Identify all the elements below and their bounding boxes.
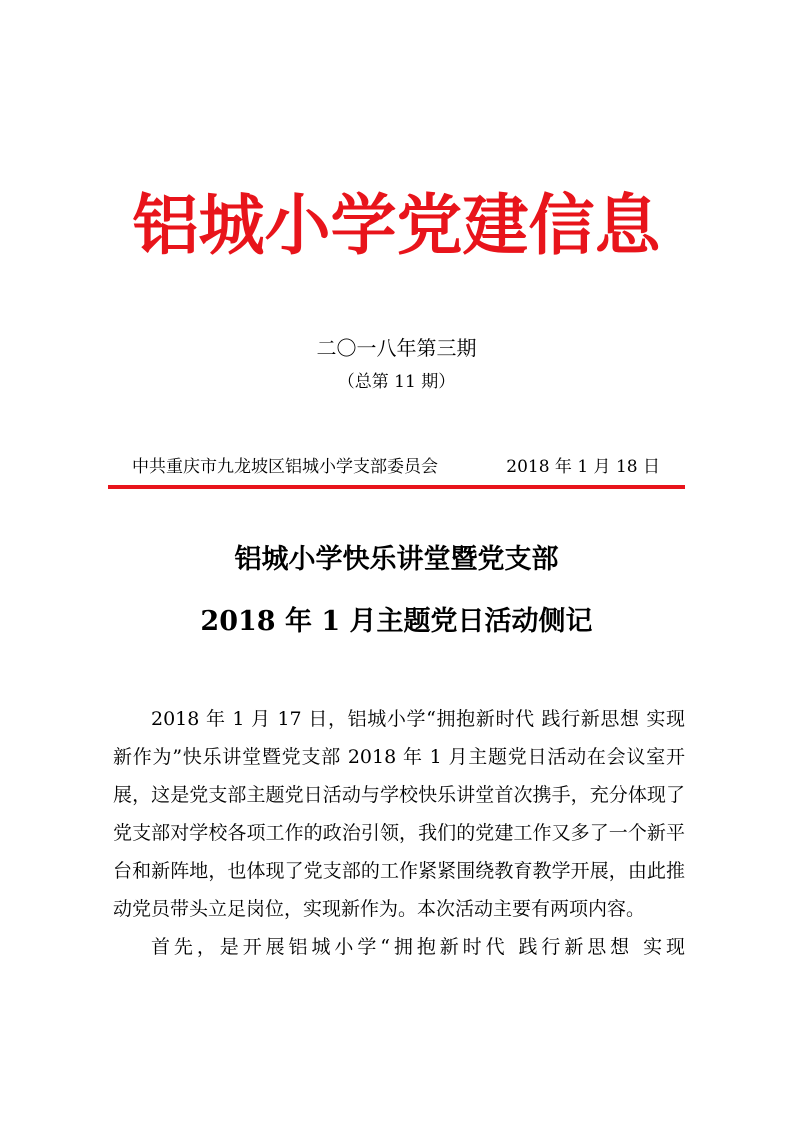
article-headline-line2: 2018 年 1 月主题党日活动侧记 bbox=[200, 606, 593, 637]
article-paragraph-1: 2018 年 1 月 17 日，铝城小学“拥抱新时代 践行新思想 实现新作为”快乐讲堂暨党支部 2018 年 1 月主题党日活动在会议室开展，这是党支部主题党日活动与学校快乐讲堂首次携手，充分体现了党支部对学校各项工作的政治引领，我们的党建工作又多了一个新平台和新阵地，也体现了党支部的工作紧紧围绕教育教学开展，由此推动党员带头立足岗位，实现新作为。本次活动主要有两项内容。 bbox=[113, 708, 685, 920]
masthead-title: 铝城小学党建信息 bbox=[132, 186, 661, 264]
publisher-name: 中共重庆市九龙坡区铝城小学支部委员会 bbox=[132, 457, 438, 477]
issue-number: 二〇一八年第三期 bbox=[316, 336, 477, 360]
publisher-row bbox=[110, 453, 684, 481]
article-paragraph-2: 首先，是开展铝城小学“拥抱新时代 践行新思想 实现 bbox=[151, 936, 685, 958]
article-body bbox=[113, 700, 685, 966]
issue-total: （总第 11 期） bbox=[337, 372, 456, 392]
red-divider bbox=[108, 485, 685, 489]
publish-date: 2018 年 1 月 18 日 bbox=[506, 457, 660, 477]
article-headline-line1: 铝城小学快乐讲堂暨党支部 bbox=[234, 544, 559, 575]
